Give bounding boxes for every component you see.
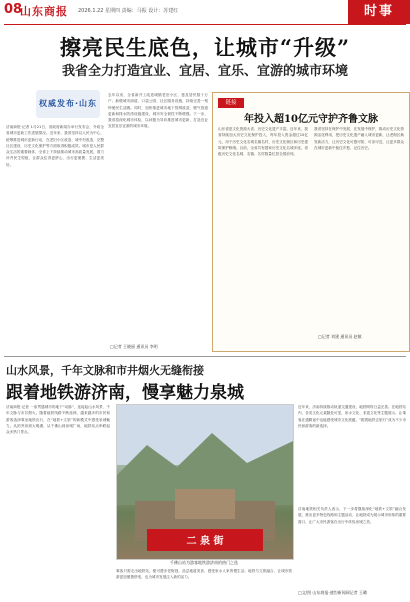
- feature-column-1: 济南商报·记者 一条贯通城市的地下“动脉”，连接起山水风景、千年文脉与市井烟火。随着地铁线路不断延伸，越来越多的市民和游客选择乘坐地铁出行，在“地铁+文旅”的新模式中感受泉城魅力。从趵突泉到大明湖，从千佛山到泉城广场，地铁站点串联起众多热门景点。: [6, 405, 110, 435]
- feature-column-4: 济南地铁相关负责人表示，下一步将继续深化“地铁+文旅”融合发展，推出更多特色线路和主题活动，让地铁成为展示城市形象的重要窗口，让广大市民游客在出行中体验泉城之美。: [298, 507, 406, 524]
- main-subheadline: 我省全力打造宜业、宜居、宜乐、宜游的城市环境: [61, 64, 348, 79]
- column-logo-text: 权威发布·山东: [38, 99, 98, 108]
- sidebar-headline: 年投入超10亿元守护齐鲁文脉: [244, 114, 378, 125]
- photo-caption: 千佛山站为游客地铁游济南的热门之选: [170, 560, 238, 565]
- page-number: 08: [4, 2, 23, 17]
- sidebar-column-1: 山东省是文化资源大省，历史文化遗产丰富。近年来，我省持续加大历史文化保护投入，每年投入资金超过10亿元，用于历史文化名城名镇名村、历史文化街区和历史建筑保护修缮。目前，全省共有国家历史文化名城多座，省级历史文化名城、名镇、名村数量位居全国前列。: [218, 127, 308, 157]
- newspaper-name: 山东商报: [20, 5, 68, 18]
- feature-photo: [116, 404, 294, 560]
- feature-kicker: 山水风景，千年文脉和市井烟火无缝衔接: [6, 364, 204, 377]
- issue-meta: 2026.1.22 星期四 责编：马振 设计：苏建红: [78, 8, 179, 14]
- sidebar-tag: 链接: [218, 98, 244, 108]
- main-headline: 擦亮民生底色，让城市“升级”: [59, 35, 351, 60]
- section-tag: 时事: [348, 0, 410, 24]
- feature-headline: 跟着地铁游济南，慢享魅力泉城: [6, 383, 244, 403]
- section-divider: [4, 356, 406, 357]
- photo-sign-text: 二 泉 街: [186, 536, 224, 547]
- sidebar-credit: □记者 刘建 通讯员 赵敏: [318, 334, 362, 339]
- main-story-credit: □记者 王晓丽 通讯员 李明: [110, 344, 158, 349]
- feature-column-2: 乘客只需走出地铁站，便可漫步老街巷，品尝地道美食，感受泉水人家的慢生活。地铁与文旅融合，让城市旅游更加便捷舒适，也为城市发展注入新的活力。: [116, 569, 292, 580]
- feature-column-3: 近年来，济南持续推动轨道交通建设，地铁网络日益完善。在地铁站内，各类文化元素随处可见，泉水文化、非遗文化等主题展示，让乘客在通勤途中也能感受城市文化底蕴。“跟着地铁去旅行”成为不少市民和游客的新选择。: [298, 405, 406, 428]
- main-story-column-1: 济南商报·记者 1月21日，省政府新闻办举行发布会，介绍全省城市更新工作进展情况。近年来，我省坚持以人民为中心，统筹推进城市更新行动，在老旧小区改造、城中村改造、完整社区建设、历史文化保护等方面取得积极成效。城市是人民群众生活的重要载体，全省上下持续推动城市高质量发展，着力补齐民生短板，让群众住得更舒心、出行更便捷、生活更美好。: [6, 125, 104, 167]
- feature-credit: □文/图 山东商报·速豹新闻网记者 王璐: [298, 590, 367, 595]
- column-logo: [36, 90, 100, 118]
- header-rule: [4, 24, 406, 25]
- photo-illustration: [117, 405, 293, 559]
- sidebar-column-2: 我省坚持在保护中发展、在发展中保护，推动历史文化资源活化利用，把历史文化遗产融入城市更新，让老街区焕发新活力，让历史文化可感可知、可亲可近，让更多群众在城市更新中留住乡愁、记住历史。: [314, 127, 404, 150]
- main-story-column-2: 去年以来，全省新开工改造城镇老旧小区，惠及居民数十万户；新增城市绿道、口袋公园、社区服务设施，持续完善一刻钟便民生活圈。同时，加快推进城市地下管网改造、燃气管道更新和排水防涝设施建设，城市安全韧性不断增强。下一步，我省将深化城市体检，以问题为导向推进城市更新，打造宜业宜居宜乐宜游的城市环境。: [108, 93, 208, 129]
